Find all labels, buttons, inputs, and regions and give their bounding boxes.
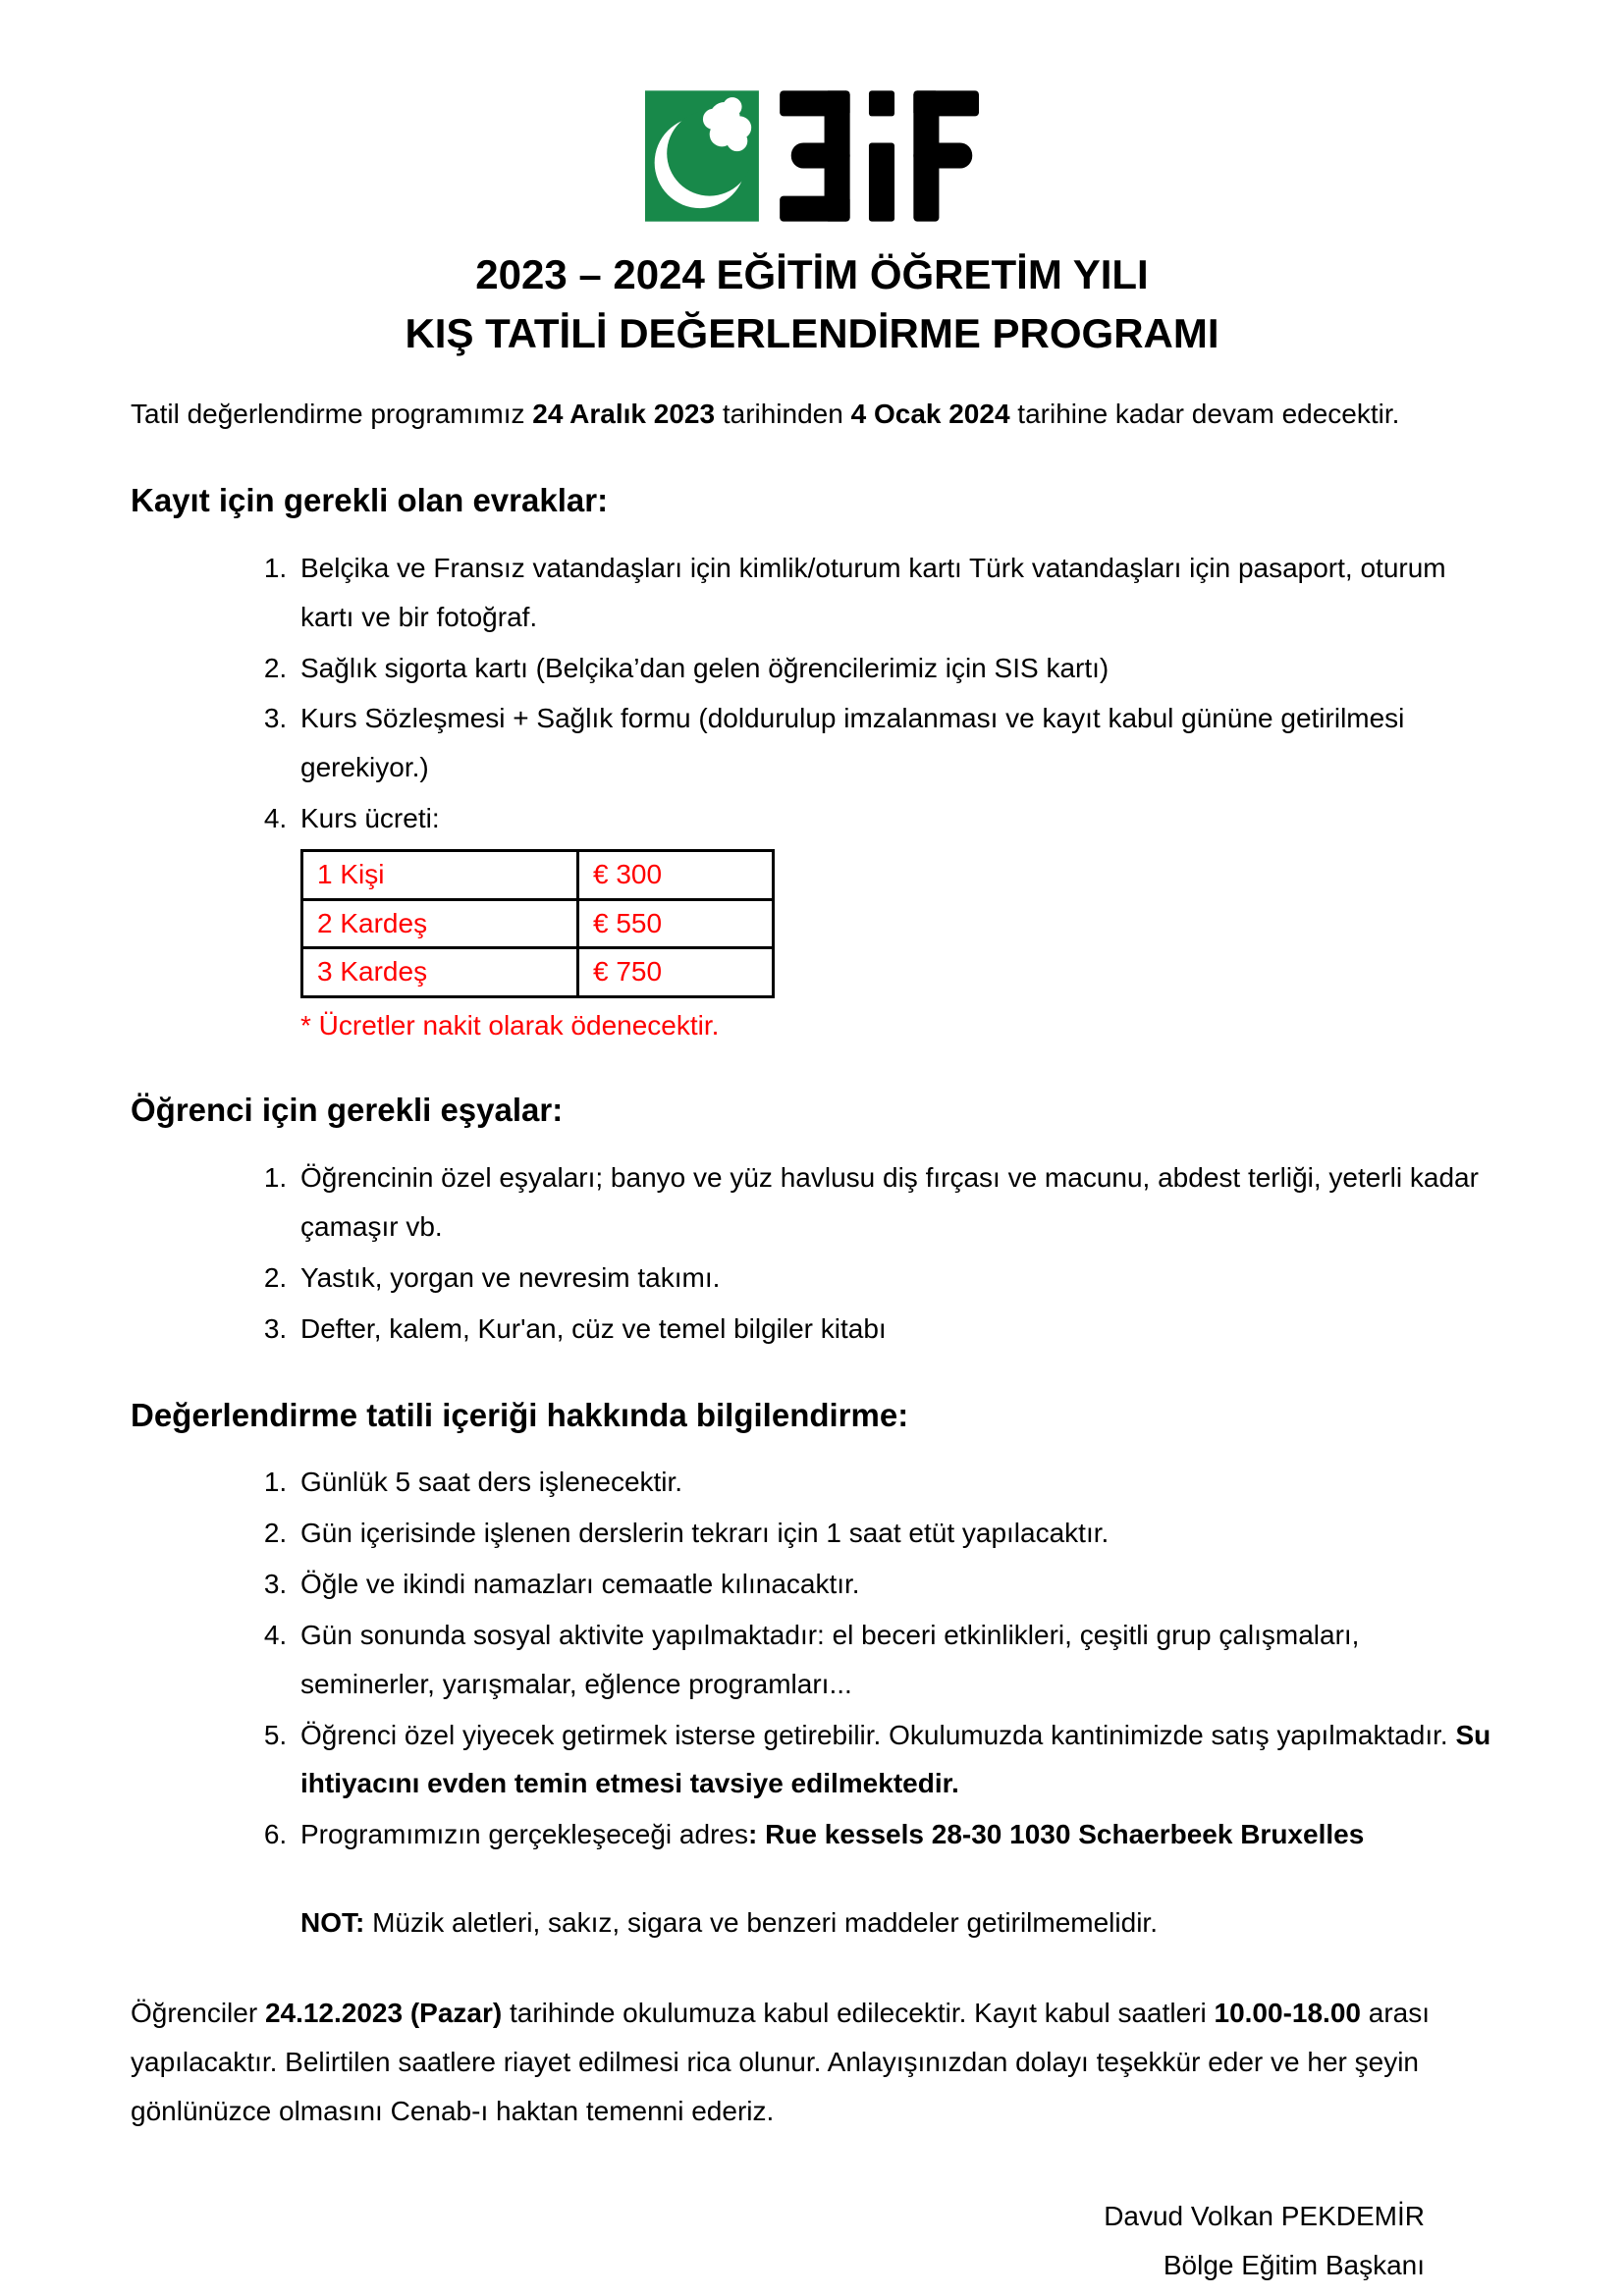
price-row-value: € 300 xyxy=(578,850,774,899)
list-item: 2. Sağlık sigorta kartı (Belçika’dan gelen öğrencilerimiz için SIS kartı) xyxy=(295,644,1493,693)
info-list xyxy=(131,1458,1493,1859)
list-item: 1. Belçika ve Fransız vatandaşları için kimlik/oturum kartı Türk vatandaşları için pasaport, oturum kartı ve bir fotoğraf. xyxy=(295,544,1493,642)
list-item: 4. Gün sonunda sosyal aktivite yapılmaktadır: el beceri etkinlikleri, çeşitli grup çalışmaları, seminerler, yarışmalar, eğlence programları... xyxy=(295,1611,1493,1709)
price-table-note: * Ücretler nakit olarak ödenecektir. xyxy=(300,1009,720,1041)
title-line-1: 2023 – 2024 EĞİTİM ÖĞRETİM YILI xyxy=(475,251,1149,297)
section-heading-belongings: Öğrenci için gerekli eşyalar: xyxy=(131,1092,564,1129)
not-paragraph: NOT: Müzik aletleri, sakız, sigara ve benzeri maddeler getirilmemelidir. xyxy=(300,1907,1158,1939)
list-item: 1. Günlük 5 saat ders işlenecektir. xyxy=(295,1458,1493,1507)
signature-name: Davud Volkan PEKDEMİR xyxy=(1104,2201,1425,2232)
list-item: 3. Öğle ve ikindi namazları cemaatle kılınacaktır. xyxy=(295,1560,1493,1609)
list-item: 6. Programımızın gerçekleşeceği adres: Rue kessels 28-30 1030 Schaerbeek Bruxelles xyxy=(295,1810,1493,1859)
price-row-value: € 550 xyxy=(578,899,774,948)
table-row xyxy=(302,899,774,948)
table-row xyxy=(302,850,774,899)
price-row-value: € 750 xyxy=(578,948,774,997)
list-item: 3. Kurs Sözleşmesi + Sağlık formu (doldurulup imzalanması ve kayıt kabul gününe getirilmesi gerekiyor.) xyxy=(295,694,1493,792)
documents-list xyxy=(131,544,1493,1048)
bif-wordmark xyxy=(780,90,979,221)
belongings-list xyxy=(131,1153,1493,1353)
signature-block xyxy=(131,2192,1493,2290)
list-item: 3. Defter, kalem, Kur'an, cüz ve temel bilgiler kitabı xyxy=(295,1305,1493,1354)
list-item: 2. Gün içerisinde işlenen derslerin tekrarı için 1 saat etüt yapılacaktır. xyxy=(295,1509,1493,1558)
price-row-label: 3 Kardeş xyxy=(302,948,578,997)
list-item: 5. Öğrenci özel yiyecek getirmek isterse getirebilir. Okulumuzda kantinimizde satış yapılmaktadır. Su ihtiyacını evden temin etmesi tavsiye edilmektedir. xyxy=(295,1711,1493,1809)
crescent-icon xyxy=(645,90,759,221)
list-item: 1. Öğrencinin özel eşyaları; banyo ve yüz havlusu diş fırçası ve macunu, abdest terliği, yeterli kadar çamaşır vb. xyxy=(295,1153,1493,1252)
price-row-label: 2 Kardeş xyxy=(302,899,578,948)
list-item: 2. Yastık, yorgan ve nevresim takımı. xyxy=(295,1254,1493,1303)
closing-paragraph: Öğrenciler 24.12.2023 (Pazar) tarihinde okulumuza kabul edilecektir. Kayıt kabul saatleri 10.00-18.00 arası yapılacaktır. Belirtilen saatlere riayet edilmesi rica olunur. Anlayışınızdan dolayı teşekkür eder ve her şeyin gönlünüzce olmasını Cenab-ı haktan temenni ederiz. xyxy=(131,1997,1430,2126)
title-line-2: KIŞ TATİLİ DEĞERLENDİRME PROGRAMI xyxy=(405,309,1219,356)
section-heading-info: Değerlendirme tatili içeriği hakkında bilgilendirme: xyxy=(131,1396,909,1433)
price-table xyxy=(300,849,775,998)
bif-logo xyxy=(131,84,1493,228)
list-item xyxy=(295,794,1493,1048)
course-fee-label: Kurs ücreti: xyxy=(300,803,440,834)
price-row-label: 1 Kişi xyxy=(302,850,578,899)
section-heading-documents: Kayıt için gerekli olan evraklar: xyxy=(131,482,609,519)
table-row xyxy=(302,948,774,997)
intro-paragraph: Tatil değerlendirme programımız 24 Aralık 2023 tarihinden 4 Ocak 2024 tarihine kadar devam edecektir. xyxy=(131,399,1400,430)
signature-title: Bölge Eğitim Başkanı xyxy=(1163,2250,1425,2281)
bif-logo-icon xyxy=(645,84,979,228)
